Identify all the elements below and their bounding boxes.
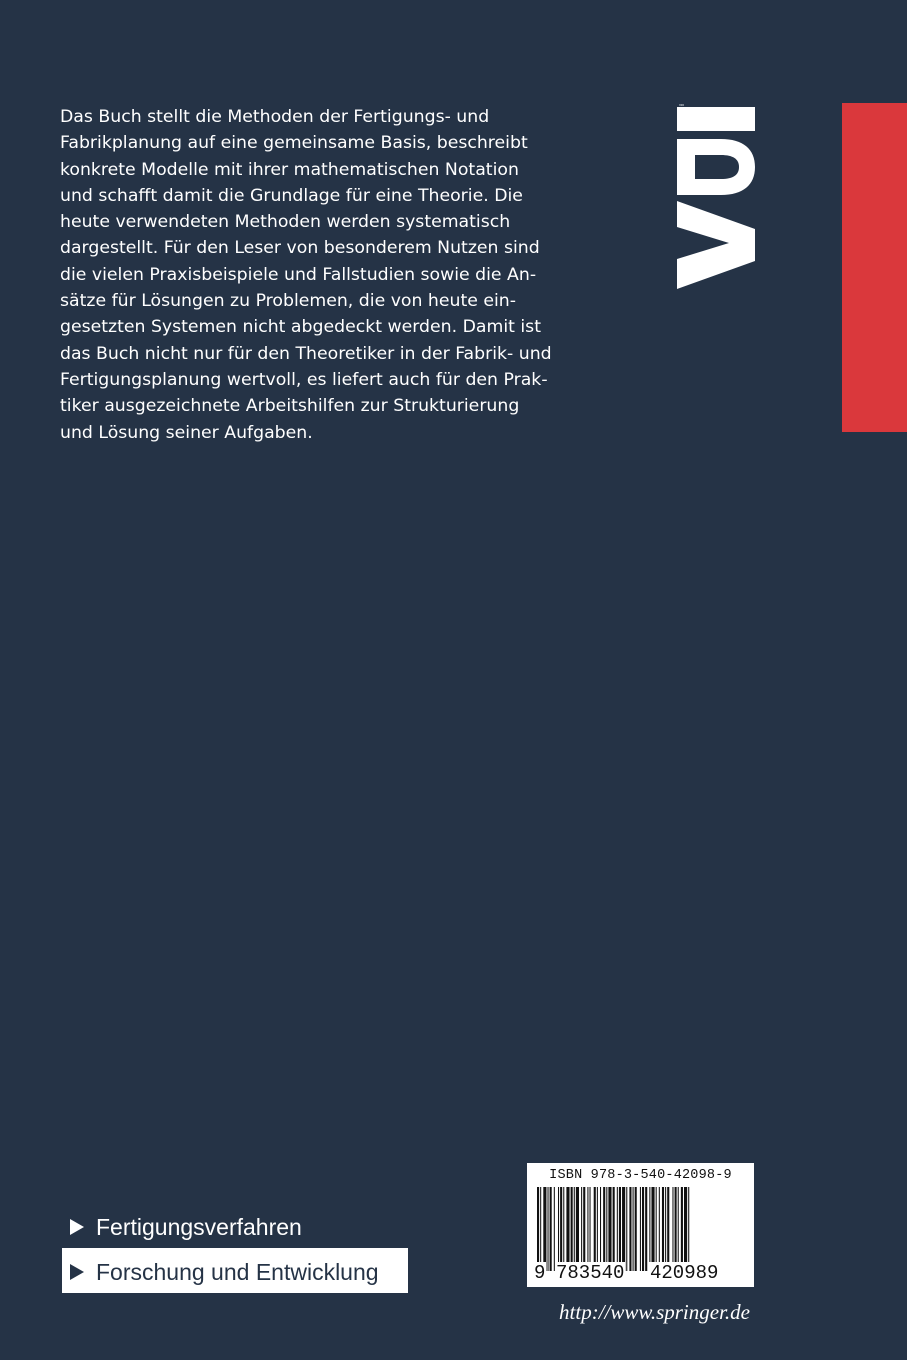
barcode-bar	[667, 1187, 669, 1271]
subject-label: Fertigungsverfahren	[96, 1213, 302, 1240]
barcode-bar	[597, 1187, 598, 1271]
barcode-bar	[619, 1187, 621, 1271]
barcode-bar	[688, 1187, 689, 1271]
barcode-bar	[672, 1187, 673, 1271]
subject-item	[62, 1251, 408, 1293]
barcode-bar	[629, 1187, 631, 1271]
barcode-bar	[626, 1187, 627, 1271]
barcode-bar	[656, 1187, 657, 1271]
barcode-bar	[537, 1187, 539, 1271]
barcode-bar	[645, 1187, 647, 1271]
barcode-bar	[613, 1187, 615, 1271]
barcode-bar	[633, 1187, 634, 1271]
barcode-bar	[560, 1187, 562, 1271]
subject-item	[62, 1206, 408, 1248]
barcode-bar	[554, 1187, 555, 1271]
barcode-bar	[640, 1187, 641, 1271]
barcode-bar	[576, 1187, 579, 1271]
vdi-logo-text: VDI	[679, 103, 685, 107]
vdi-logo	[677, 103, 755, 289]
barcode-bar	[548, 1187, 549, 1271]
barcode-bar	[622, 1187, 625, 1271]
publisher-url: http://www.springer.de	[559, 1300, 750, 1324]
barcode-bar	[608, 1187, 611, 1271]
barcode-bar	[540, 1187, 541, 1271]
barcode-bar	[574, 1187, 575, 1271]
triangle-bullet-icon	[70, 1264, 84, 1280]
barcode-bar	[550, 1187, 552, 1271]
barcode-bar	[635, 1187, 637, 1271]
barcode-bar	[665, 1187, 666, 1271]
barcode-bar	[675, 1187, 677, 1271]
barcode-bar	[581, 1187, 582, 1271]
barcode-bar	[642, 1187, 644, 1271]
barcode-bar	[587, 1187, 588, 1271]
barcode-bar	[603, 1187, 605, 1271]
barcode-bar	[563, 1187, 564, 1271]
subject-categories	[61, 1205, 409, 1293]
barcode-bar	[617, 1187, 618, 1271]
barcode-bar	[684, 1187, 687, 1271]
barcode-bar	[606, 1187, 607, 1271]
subject-label: Forschung und Entwicklung	[96, 1258, 379, 1285]
barcode-bar	[651, 1187, 654, 1271]
barcode-bar	[659, 1187, 660, 1271]
barcode-bar	[681, 1187, 683, 1271]
triangle-bullet-icon	[70, 1219, 84, 1235]
barcode-bar	[543, 1187, 546, 1271]
barcode-bar	[566, 1187, 569, 1271]
barcode-digit-group-right: 420989	[650, 1262, 719, 1284]
barcode-bar	[558, 1187, 559, 1271]
red-accent-bar	[842, 103, 907, 432]
barcode-digit-group-left: 783540	[556, 1262, 625, 1284]
barcode-bar	[583, 1187, 585, 1271]
barcode-bar	[649, 1187, 650, 1271]
barcode-bar	[600, 1187, 601, 1271]
book-description: Das Buch stellt die Methoden der Fertigungs- und Fabrikplanung auf eine gemeinsame Basis, beschreibt konkrete Modelle mit ihrer mathematischen Notation und schafft damit die Grundlage für eine Theorie. Die heute verwendeten Methoden werden systematisch dargestellt. Für den Leser von besonderem Nutzen sind die vielen Praxisbeispiele und Fallstudien sowie die An- sätze für Lösungen zu Problemen, die von heute ein- gesetzten Systemen nicht abgedeckt werden. Damit ist das Buch nicht nur für den Theoretiker in der Fabrik- und Fertigungsplanung wertvoll, es liefert auch für den Prak- tiker ausgezeichnete Arbeitshilfen zur Strukturierung und Lösung seiner Aufgaben.	[60, 107, 552, 443]
barcode-bar	[594, 1187, 596, 1271]
isbn-barcode	[527, 1163, 754, 1287]
isbn-label: ISBN 978-3-540-42098-9	[549, 1168, 732, 1183]
barcode-bar	[662, 1187, 664, 1271]
barcode-bar	[678, 1187, 679, 1271]
barcode-digit-lead: 9	[534, 1262, 546, 1284]
barcode-bar	[590, 1187, 591, 1271]
barcode-bar	[571, 1187, 573, 1271]
